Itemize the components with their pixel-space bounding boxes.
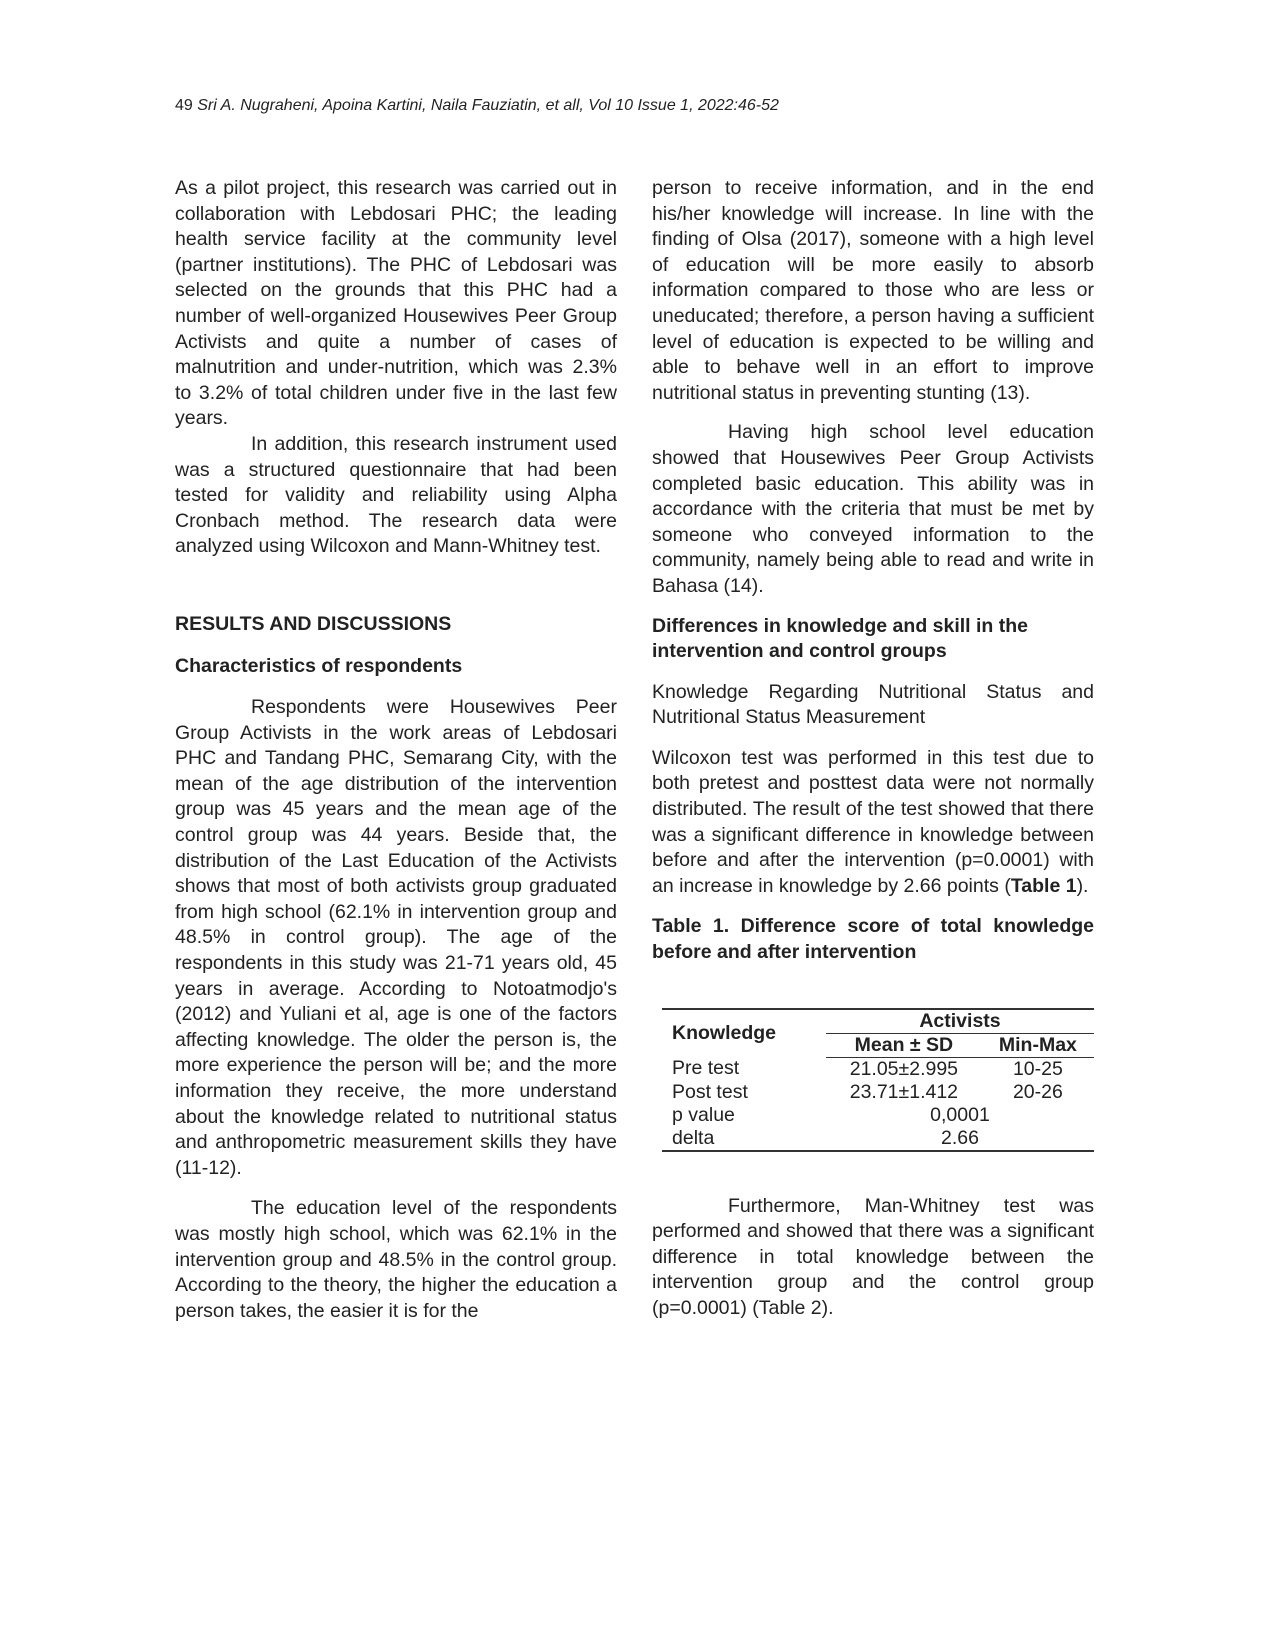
table-wrap [652,1008,1094,1152]
table-row [662,1104,1094,1127]
paragraph: In addition, this research instrument used was a structured questionnaire that had been tested for validity and reliability using Alpha Cronbach method. The research data were analyzed using Wilcoxon and Mann-Whitney test. [175,432,617,558]
paragraph: Having high school level education showed that Housewives Peer Group Activists completed basic education. This ability was in accordance with the criteria that must be met by someone who conveyed information to the community, namely being able to read and write in Bahasa (14). [652,421,1094,597]
paragraph [652,746,1094,900]
subheading: Knowledge Regarding Nutritional Status and Nutritional Status Measurement [652,680,1094,729]
table-row [662,1057,1094,1081]
paragraph: person to receive information, and in the end his/her knowledge will increase. In line with the finding of Olsa (2017), someone with a high level of education will be more easily to absorb information compared to those who are less or uneducated; therefore, a person having a sufficient level of education is expected to be willing and able to behave well in an effort to improve nutritional status in preventing stunting (13). [652,177,1094,404]
row-label: delta [662,1127,826,1151]
table-reference: Table 1 [1010,874,1077,897]
cell-minmax: 10-25 [1012,1057,1063,1080]
paragraph: As a pilot project, this research was carried out in collaboration with Lebdosari PHC; the leading health service facility at the community level (partner institutions). The PHC of Lebdosari was selected on the grounds that this PHC had a number of well-organized Housewives Peer Group Activists and quite a number of cases of malnutrition and under-nutrition, which was 2.3% to 3.2% of total children under five in the last few years. [175,177,617,430]
row-label: Pre test [672,1057,740,1080]
running-header [175,97,779,115]
header-activists: Activists [826,1009,1094,1034]
cell-minmax: 20-26 [1012,1080,1063,1103]
knowledge-table [662,1008,1094,1152]
table-row [662,1081,1094,1104]
table-row [662,1127,1094,1151]
author-reference: Sri A. Nugraheni, Apoina Kartini, Naila Fauziatin, et all, Vol 10 Issue 1, 2022:46-52 [197,97,779,114]
paragraph: The education level of the respondents was mostly high school, which was 62.1% in the intervention group and 48.5% in the control group. According to the theory, the higher the education a person takes, the easier it is for the [175,1197,617,1322]
section-title: RESULTS AND DISCUSSIONS [175,612,452,635]
subsection-title: Characteristics of respondents [175,654,463,677]
page-number: 49 [175,97,193,114]
row-label: Post test [672,1080,748,1103]
cell-mean: 21.05±2.995 [849,1057,959,1080]
right-column [652,176,1094,1322]
subsection-title: Differences in knowledge and skill in the intervention and control groups [652,614,1029,663]
cell-delta: 2.66 [826,1127,1094,1151]
header-knowledge: Knowledge [662,1009,826,1058]
row-label: p value [672,1103,735,1126]
header-min-max: Min-Max [982,1033,1094,1057]
paragraph: Respondents were Housewives Peer Group Activists in the work areas of Lebdosari PHC and Tandang PHC, Semarang City, with the mean of the age distribution of the intervention group was 45 years and the mean age of the control group was 44 years. Beside that, the distribution of the Last Education of the Activists shows that most of both activists group graduated from high school (62.1% in intervention group and 48.5% in control group). The age of the respondents in this study was 21-71 years old, 45 years in average. According to Notoatmodjo's (2012) and Yuliani et al, age is one of the factors affecting knowledge. The older the person is, the more experience the person will be; and the more information they receive, the more understand about the knowledge related to nutritional status and anthropometric measurement skills they have (11-12). [175,696,617,1179]
left-column [175,176,617,1324]
cell-mean: 23.71±1.412 [849,1080,959,1103]
table-caption: Table 1. Difference score of total knowledge before and after intervention [652,915,1094,964]
paragraph: Furthermore, Man-Whitney test was performed and showed that there was a significant difference in total knowledge between the intervention group and the control group (p=0.0001) (Table 2). [652,1194,1094,1319]
cell-pvalue: 0,0001 [930,1103,990,1126]
paragraph-text: Wilcoxon test was performed in this test due to both pretest and posttest data were not normally distributed. The result of the test showed that there was a significant difference in knowledge between before and after the intervention (p=0.0001) with an increase in knowledge by 2.66 points ( [652,746,1094,897]
header-mean-sd: Mean ± SD [826,1033,982,1057]
paragraph-end: ). [1076,874,1089,897]
